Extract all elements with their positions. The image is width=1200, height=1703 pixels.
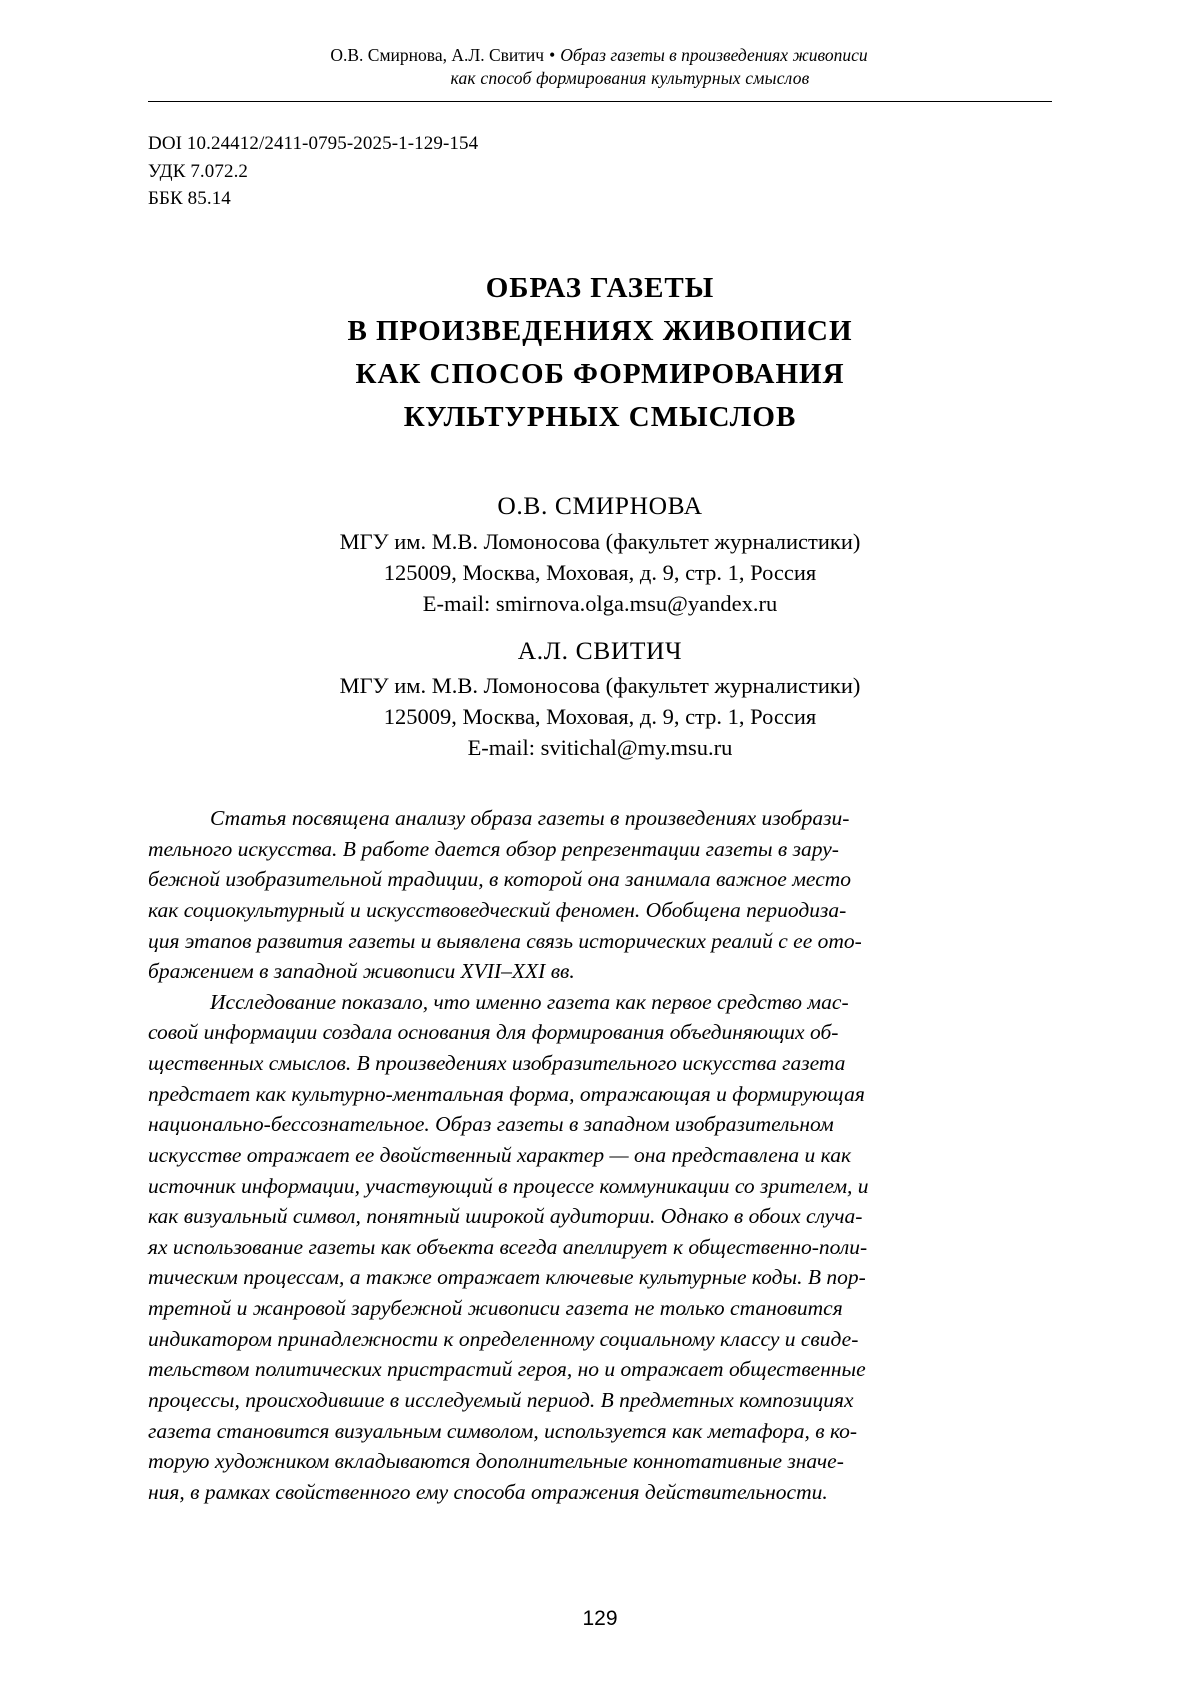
author-name: А.Л. СВИТИЧ [517, 635, 683, 665]
abstract-line: индикатором принадлежности к определенному социальному классу и свиде- [148, 1326, 859, 1351]
running-head-title-line-1: Образ газеты в произведениях живописи [560, 45, 868, 65]
abstract-line: национально-бессознательное. Образ газеты в западном изобразительном [148, 1112, 834, 1137]
running-head-bullet: • [549, 45, 556, 65]
doi-code: DOI 10.24412/2411-0795-2025-1-129-154 [148, 133, 479, 155]
abstract-paragraph-2 [148, 987, 1052, 1508]
abstract-line: торую художником вкладываются дополнительные коннотативные значе- [148, 1449, 844, 1474]
title-line-1: ОБРАЗ ГАЗЕТЫ [485, 271, 715, 304]
running-head-title-line-2: как способ формирования культурных смыслов [450, 68, 810, 89]
abstract-line: предстает как культурно-ментальная форма, отражающая и формирующая [148, 1081, 865, 1106]
abstract-line: как визуальный символ, понятный широкой аудитории. Однако в обоих случа- [148, 1204, 863, 1229]
abstract-line: искусстве отражает ее двойственный характер — она представлена и как [148, 1142, 852, 1167]
author-email[interactable]: E-mail: smirnova.olga.msu@yandex.ru [422, 590, 778, 616]
abstract-line: щественных смыслов. В произведениях изобразительного искусства газета [148, 1051, 846, 1076]
abstract-line: источник информации, участвующий в процессе коммуникации со зрителем, и [148, 1173, 869, 1198]
running-head-line-1 [146, 44, 1052, 67]
running-head-authors: О.В. Смирнова, А.Л. Свитич [330, 45, 545, 65]
title-line-4: КУЛЬТУРНЫХ СМЫСЛОВ [403, 400, 797, 433]
abstract-line: тельного искусства. В работе дается обзор репрезентации газеты в зару- [148, 836, 839, 861]
abstract-paragraph-1 [148, 803, 1052, 987]
abstract-line: совой информации создала основания для формирования объединяющих об- [148, 1020, 839, 1045]
udk-code: УДК 7.072.2 [148, 160, 249, 182]
title-line-3: КАК СПОСОБ ФОРМИРОВАНИЯ [355, 357, 845, 390]
abstract-line: бежной изобразительной традиции, в которой она занимала важное место [148, 867, 852, 892]
author-entry [148, 633, 1052, 763]
author-entry [148, 488, 1052, 618]
classification-codes [148, 130, 1052, 213]
page-title [148, 267, 1052, 439]
abstract [148, 803, 1052, 1507]
abstract-line: тическим процессам, а также отражает ключевые культурные коды. В пор- [148, 1265, 866, 1290]
abstract-line: газета становится визуальным символом, используется как метафора, в ко- [148, 1418, 858, 1443]
abstract-line: ция этапов развития газеты и выявлена связь исторических реалий с ее ото- [148, 928, 862, 953]
author-affiliation: МГУ им. М.В. Ломоносова (факультет журналистики) [339, 672, 861, 698]
abstract-line: третной и жанровой зарубежной живописи газета не только становится [148, 1296, 843, 1321]
bbk-code: ББК 85.14 [148, 188, 231, 210]
authors-block [148, 488, 1052, 763]
running-head [148, 44, 1052, 90]
abstract-line: Статья посвящена анализу образа газеты в произведениях изобрази- [210, 806, 850, 831]
abstract-line: тельством политических пристрастий героя, но и отражает общественные [148, 1357, 866, 1382]
author-affiliation: МГУ им. М.В. Ломоносова (факультет журналистики) [339, 528, 861, 554]
abstract-line: Исследование показало, что именно газета как первое средство мас- [210, 989, 849, 1014]
title-line-2: В ПРОИЗВЕДЕНИЯХ ЖИВОПИСИ [347, 314, 853, 347]
abstract-line: как социокультурный и искусствоведческий феномен. Обобщена периодиза- [148, 897, 847, 922]
header-divider [148, 101, 1052, 102]
author-email[interactable]: E-mail: svitichal@my.msu.ru [467, 735, 733, 761]
abstract-line: ях использование газеты как объекта всегда апеллирует к общественно-поли- [148, 1234, 868, 1259]
abstract-line: бражением в западной живописи XVII–XXI вв. [148, 959, 575, 984]
page-number: 129 [582, 1607, 618, 1630]
author-name: О.В. СМИРНОВА [497, 491, 703, 521]
author-address: 125009, Москва, Моховая, д. 9, стр. 1, Россия [383, 559, 817, 585]
abstract-line: ния, в рамках свойственного ему способа отражения действительности. [148, 1479, 828, 1504]
author-address: 125009, Москва, Моховая, д. 9, стр. 1, Россия [383, 704, 817, 730]
abstract-line: процессы, происходившие в исследуемый период. В предметных композициях [148, 1387, 854, 1412]
